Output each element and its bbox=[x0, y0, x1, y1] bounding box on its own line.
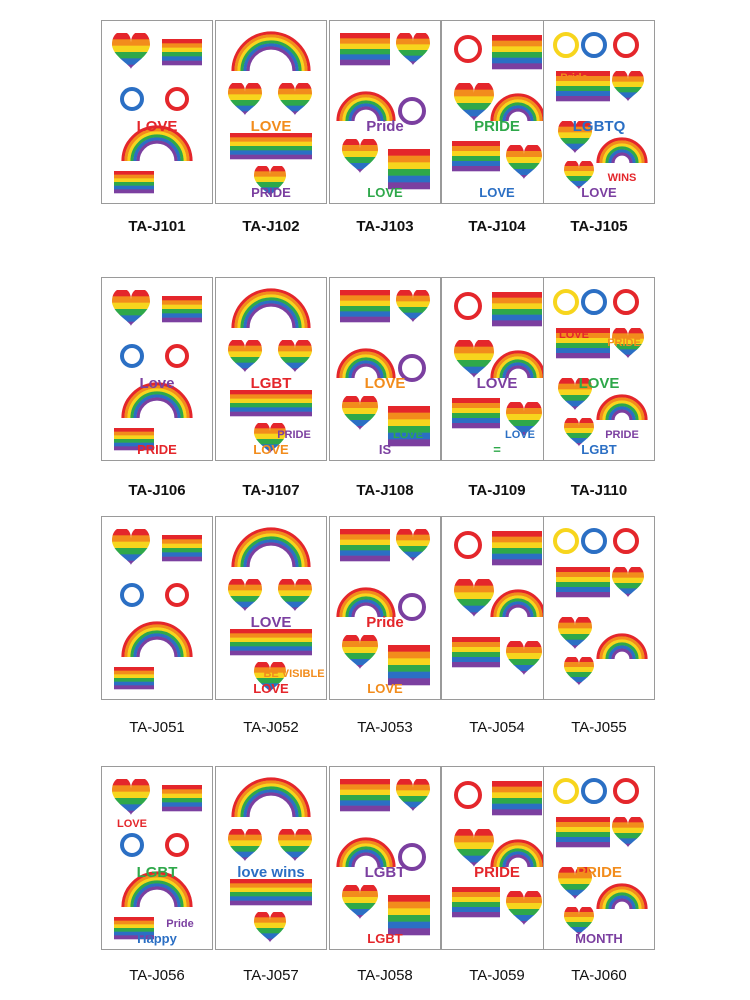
rainbow-arc bbox=[338, 350, 394, 378]
rainbow-arc bbox=[598, 139, 646, 163]
heart-sticker bbox=[396, 529, 430, 564]
heart-sticker bbox=[506, 891, 542, 928]
rainbow-arc bbox=[338, 839, 394, 867]
product-code-label: TA-J105 bbox=[570, 218, 628, 235]
heart-sticker bbox=[454, 579, 494, 620]
tattoo-sheet[interactable] bbox=[329, 516, 441, 700]
gender-symbol-icon bbox=[615, 780, 637, 802]
heart-sticker bbox=[612, 71, 644, 104]
tattoo-text: LGBT bbox=[136, 864, 178, 881]
tattoo-text: LGBT bbox=[581, 442, 617, 457]
heart-sticker bbox=[228, 340, 262, 375]
rainbow-flag bbox=[452, 398, 500, 428]
gender-symbol-icon bbox=[167, 835, 187, 855]
rainbow-arc bbox=[233, 33, 309, 71]
heart-sticker bbox=[278, 579, 312, 614]
tattoo-sheet[interactable] bbox=[101, 516, 213, 700]
tattoo-sheet-art bbox=[544, 517, 654, 699]
rainbow-flag bbox=[492, 531, 542, 565]
product-code-label: TA-J103 bbox=[356, 218, 414, 235]
gender-symbol-icon bbox=[167, 585, 187, 605]
heart-sticker bbox=[254, 912, 286, 945]
product-code-label: TA-J106 bbox=[128, 482, 186, 499]
rainbow-arc bbox=[123, 623, 191, 657]
heart-sticker bbox=[396, 290, 430, 325]
rainbow-flag bbox=[388, 149, 430, 189]
tattoo-text: LGBT bbox=[367, 931, 403, 946]
rainbow-flag bbox=[388, 645, 430, 685]
heart-sticker bbox=[612, 567, 644, 600]
tattoo-text: LOVE bbox=[253, 681, 289, 696]
rainbow-flag bbox=[162, 785, 202, 811]
tattoo-sheet[interactable] bbox=[543, 20, 655, 204]
tattoo-text: LOVE bbox=[367, 185, 403, 200]
gender-symbol-icon bbox=[615, 34, 637, 56]
tattoo-sheet[interactable] bbox=[215, 277, 327, 461]
tattoo-text: WINS bbox=[607, 172, 637, 184]
product-code-label: TA-J104 bbox=[468, 218, 526, 235]
product-code-label: TA-J056 bbox=[129, 967, 185, 984]
product-code-label: TA-J102 bbox=[242, 218, 300, 235]
rainbow-arc bbox=[598, 885, 646, 909]
gender-symbol-icon bbox=[583, 780, 605, 802]
tattoo-sheet-art bbox=[216, 21, 326, 203]
tattoo-text: Pride bbox=[166, 918, 194, 930]
rainbow-arc bbox=[338, 93, 394, 121]
tattoo-text: LOVE bbox=[367, 681, 403, 696]
heart-sticker bbox=[228, 83, 262, 118]
tattoo-sheet-art bbox=[216, 278, 326, 460]
tattoo-text: LGBT bbox=[364, 864, 406, 881]
gender-symbol-icon bbox=[167, 346, 187, 366]
rainbow-arc bbox=[233, 529, 309, 567]
product-code-label: TA-J054 bbox=[469, 719, 525, 736]
tattoo-text: LOVE bbox=[250, 614, 292, 631]
heart-sticker bbox=[396, 779, 430, 814]
heart-sticker bbox=[506, 641, 542, 678]
gender-symbol-icon bbox=[122, 585, 142, 605]
rainbow-flag bbox=[340, 33, 390, 65]
rainbow-flag bbox=[230, 629, 312, 655]
tattoo-sheet-art bbox=[102, 517, 212, 699]
tattoo-sheet[interactable] bbox=[543, 516, 655, 700]
heart-sticker bbox=[112, 290, 150, 329]
tattoo-sheet-art bbox=[330, 517, 440, 699]
rainbow-arc bbox=[338, 589, 394, 617]
tattoo-sheet-art bbox=[544, 278, 654, 460]
rainbow-flag bbox=[556, 817, 610, 847]
rainbow-flag bbox=[388, 895, 430, 935]
tattoo-text: LOVE bbox=[364, 375, 406, 392]
gender-symbol-icon bbox=[615, 291, 637, 313]
tattoo-text: PRIDE bbox=[605, 429, 639, 441]
heart-sticker bbox=[278, 340, 312, 375]
rainbow-flag bbox=[452, 637, 500, 667]
tattoo-sheet[interactable] bbox=[329, 20, 441, 204]
heart-sticker bbox=[342, 635, 378, 672]
heart-sticker bbox=[506, 145, 542, 182]
gender-symbol-icon bbox=[615, 530, 637, 552]
rainbow-arc bbox=[492, 591, 544, 617]
tattoo-text: MONTH bbox=[575, 931, 623, 946]
product-code-label: TA-J051 bbox=[129, 719, 185, 736]
tattoo-sheet-art bbox=[544, 21, 654, 203]
product-code-label: TA-J053 bbox=[357, 719, 413, 736]
heart-sticker bbox=[228, 829, 262, 864]
tattoo-sheet-art bbox=[102, 767, 212, 949]
rainbow-flag bbox=[556, 567, 610, 597]
tattoo-text: PRIDE bbox=[607, 337, 641, 349]
tattoo-sheet[interactable] bbox=[101, 20, 213, 204]
gender-symbol-icon bbox=[583, 291, 605, 313]
tattoo-text: PRIDE bbox=[474, 864, 520, 881]
product-code-label: TA-J109 bbox=[468, 482, 526, 499]
rainbow-flag bbox=[230, 390, 312, 416]
rainbow-flag bbox=[162, 535, 202, 561]
heart-sticker bbox=[396, 33, 430, 68]
tattoo-text: love wins bbox=[237, 864, 305, 881]
rainbow-flag bbox=[492, 781, 542, 815]
gender-symbol-icon bbox=[555, 780, 577, 802]
rainbow-arc bbox=[233, 779, 309, 817]
tattoo-text: LOVE bbox=[117, 818, 147, 830]
tattoo-sheet-art bbox=[216, 517, 326, 699]
tattoo-sheet-art bbox=[102, 21, 212, 203]
rainbow-flag bbox=[340, 529, 390, 561]
tattoo-sheet-art bbox=[330, 278, 440, 460]
tattoo-text: LOVE bbox=[476, 375, 518, 392]
product-code-label: TA-J110 bbox=[570, 482, 628, 499]
tattoo-sheet-art bbox=[102, 278, 212, 460]
tattoo-text: Pride bbox=[366, 614, 404, 631]
heart-sticker bbox=[558, 617, 592, 652]
tattoo-sheet[interactable] bbox=[441, 277, 553, 461]
tattoo-text: PRIDE bbox=[251, 185, 291, 200]
tattoo-sheet[interactable] bbox=[543, 277, 655, 461]
tattoo-sheet[interactable] bbox=[441, 766, 553, 950]
rainbow-flag bbox=[340, 290, 390, 322]
tattoo-text: LOVE bbox=[393, 429, 423, 441]
tattoo-sheet[interactable] bbox=[215, 20, 327, 204]
tattoo-text: PRIDE bbox=[277, 429, 311, 441]
tattoo-text: BE VISIBLE bbox=[263, 668, 325, 680]
product-code-label: TA-J058 bbox=[357, 967, 413, 984]
product-code-label: TA-J052 bbox=[243, 719, 299, 736]
tattoo-sheet[interactable] bbox=[329, 277, 441, 461]
heart-sticker bbox=[278, 829, 312, 864]
gender-symbol-icon bbox=[555, 291, 577, 313]
tattoo-sheet[interactable] bbox=[215, 766, 327, 950]
gender-symbol-icon bbox=[167, 89, 187, 109]
tattoo-text: = bbox=[493, 442, 501, 457]
tattoo-sheet[interactable] bbox=[101, 766, 213, 950]
rainbow-flag bbox=[114, 171, 154, 193]
heart-sticker bbox=[564, 657, 594, 688]
gender-symbol-icon bbox=[583, 34, 605, 56]
heart-sticker bbox=[112, 33, 150, 72]
gender-symbol-icon bbox=[555, 530, 577, 552]
rainbow-flag bbox=[492, 292, 542, 326]
rainbow-flag bbox=[162, 39, 202, 65]
heart-sticker bbox=[228, 579, 262, 614]
gender-symbol-icon bbox=[456, 533, 480, 557]
tattoo-text: PRIDE bbox=[137, 442, 177, 457]
rainbow-flag bbox=[340, 779, 390, 811]
product-code-label: TA-J059 bbox=[469, 967, 525, 984]
rainbow-flag bbox=[114, 667, 154, 689]
product-code-label: TA-J108 bbox=[356, 482, 414, 499]
rainbow-flag bbox=[452, 887, 500, 917]
tattoo-text: LOVE bbox=[578, 375, 620, 392]
tattoo-text: IS bbox=[378, 442, 392, 457]
tattoo-text: LOVE bbox=[581, 185, 617, 200]
tattoo-text: LOVE bbox=[136, 118, 178, 135]
tattoo-text: LOVE bbox=[559, 329, 589, 341]
heart-sticker bbox=[612, 817, 644, 850]
tattoo-text: PRIDE bbox=[474, 118, 520, 135]
tattoo-text: LGBT bbox=[250, 375, 292, 392]
tattoo-sheet-art bbox=[442, 21, 552, 203]
heart-sticker bbox=[278, 83, 312, 118]
tattoo-sheet-art bbox=[216, 767, 326, 949]
tattoo-sheet[interactable] bbox=[329, 766, 441, 950]
heart-sticker bbox=[112, 779, 150, 818]
tattoo-sheet[interactable] bbox=[441, 516, 553, 700]
rainbow-flag bbox=[492, 35, 542, 69]
product-code-label: TA-J055 bbox=[571, 719, 627, 736]
gender-symbol-icon bbox=[555, 34, 577, 56]
heart-sticker bbox=[112, 529, 150, 568]
tattoo-sheet[interactable] bbox=[543, 766, 655, 950]
tattoo-sheet-art bbox=[544, 767, 654, 949]
tattoo-text: LGBTQ bbox=[572, 118, 626, 135]
rainbow-flag bbox=[452, 141, 500, 171]
rainbow-arc bbox=[598, 396, 646, 420]
heart-sticker bbox=[342, 396, 378, 433]
rainbow-flag bbox=[230, 879, 312, 905]
tattoo-sheet-art bbox=[442, 517, 552, 699]
tattoo-text: Pride bbox=[560, 72, 588, 84]
product-code-label: TA-J107 bbox=[242, 482, 300, 499]
rainbow-flag bbox=[230, 133, 312, 159]
gender-symbol-icon bbox=[456, 37, 480, 61]
tattoo-sheet-art bbox=[442, 278, 552, 460]
gender-symbol-icon bbox=[583, 530, 605, 552]
tattoo-sheet-art bbox=[330, 767, 440, 949]
tattoo-text: Love bbox=[139, 375, 175, 392]
tattoo-text: Pride bbox=[366, 118, 404, 135]
tattoo-sheet[interactable] bbox=[101, 277, 213, 461]
tattoo-text: LOVE bbox=[253, 442, 289, 457]
tattoo-sheet-art bbox=[330, 21, 440, 203]
gender-symbol-icon bbox=[122, 89, 142, 109]
tattoo-text: LOVE bbox=[250, 118, 292, 135]
product-code-label: TA-J101 bbox=[128, 218, 186, 235]
gender-symbol-icon bbox=[122, 346, 142, 366]
product-code-label: TA-J060 bbox=[571, 967, 627, 984]
tattoo-text: Happy bbox=[137, 931, 177, 946]
tattoo-sheet[interactable] bbox=[441, 20, 553, 204]
heart-sticker bbox=[342, 885, 378, 922]
heart-sticker bbox=[342, 139, 378, 176]
rainbow-arc bbox=[233, 290, 309, 328]
rainbow-arc bbox=[598, 635, 646, 659]
rainbow-flag bbox=[162, 296, 202, 322]
gender-symbol-icon bbox=[456, 294, 480, 318]
product-code-label: TA-J057 bbox=[243, 967, 299, 984]
tattoo-text: LOVE bbox=[505, 429, 535, 441]
tattoo-text: LOVE bbox=[479, 185, 515, 200]
tattoo-sheet-art bbox=[442, 767, 552, 949]
tattoo-sheet[interactable] bbox=[215, 516, 327, 700]
gender-symbol-icon bbox=[122, 835, 142, 855]
gender-symbol-icon bbox=[456, 783, 480, 807]
tattoo-text: PRIDE bbox=[576, 864, 622, 881]
